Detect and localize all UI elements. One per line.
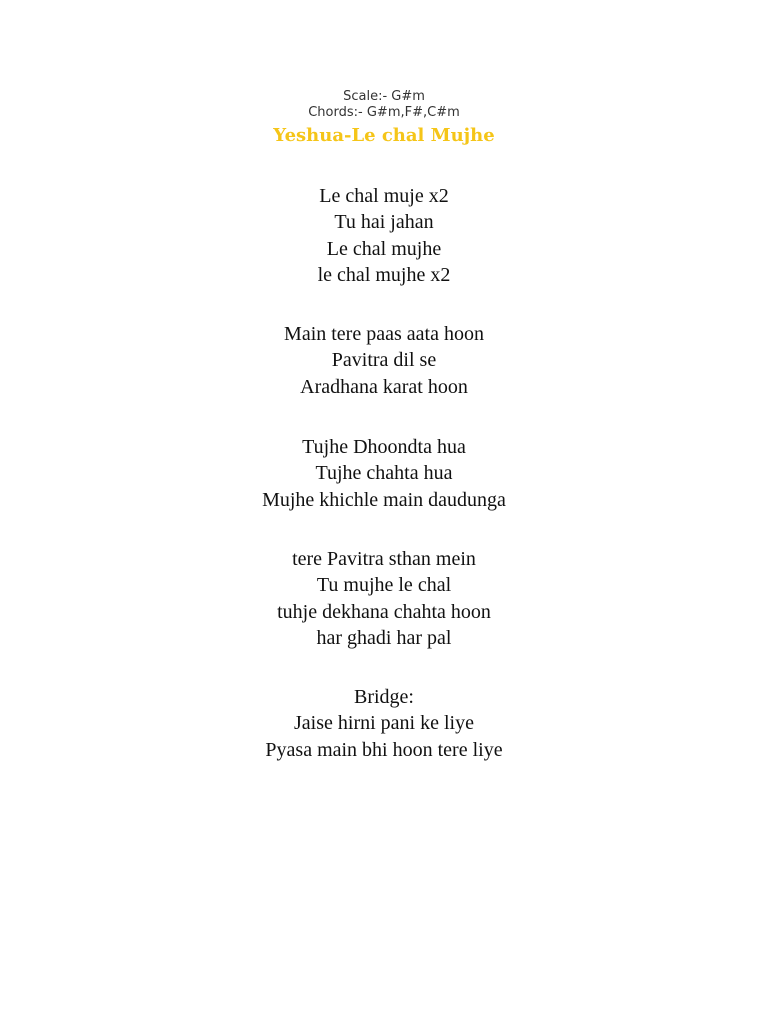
bridge-label: Bridge: — [354, 686, 414, 708]
lyric-line: Mujhe khichle main daudunga — [262, 488, 506, 511]
lyric-line: Tujhe chahta hua — [315, 462, 453, 485]
lyric-line: Le chal muje x2 — [319, 185, 449, 207]
lyric-line: tuhje dekhana chahta hoon — [277, 600, 491, 623]
stanza-1 — [0, 183, 768, 288]
stanza-bridge — [0, 684, 768, 763]
lyric-line: Tu hai jahan — [334, 211, 434, 234]
scale-label: Scale:- G#m — [343, 89, 425, 104]
lyric-line: Pavitra dil se — [331, 349, 437, 372]
stanza-2 — [0, 321, 768, 400]
stanza-4 — [0, 546, 768, 651]
song-title: Yeshua-Le chal Mujhe — [273, 125, 495, 146]
lyric-line: har ghadi har pal — [316, 626, 452, 649]
lyric-line: Aradhana karat hoon — [300, 375, 468, 398]
lyric-line: tere Pavitra sthan mein — [292, 548, 476, 570]
lyric-line: Le chal mujhe — [326, 237, 442, 260]
lyric-line: Pyasa main bhi hoon tere liye — [265, 738, 503, 761]
chords-label: Chords:- G#m,F#,C#m — [308, 105, 460, 120]
lyric-line: Tujhe Dhoondta hua — [302, 436, 466, 458]
stanza-3 — [0, 434, 768, 513]
lyric-line: le chal mujhe x2 — [317, 263, 451, 286]
lyric-line: Main tere paas aata hoon — [284, 323, 484, 345]
lyric-line: Jaise hirni pani ke liye — [294, 712, 474, 735]
lyric-line: Tu mujhe le chal — [316, 574, 452, 597]
